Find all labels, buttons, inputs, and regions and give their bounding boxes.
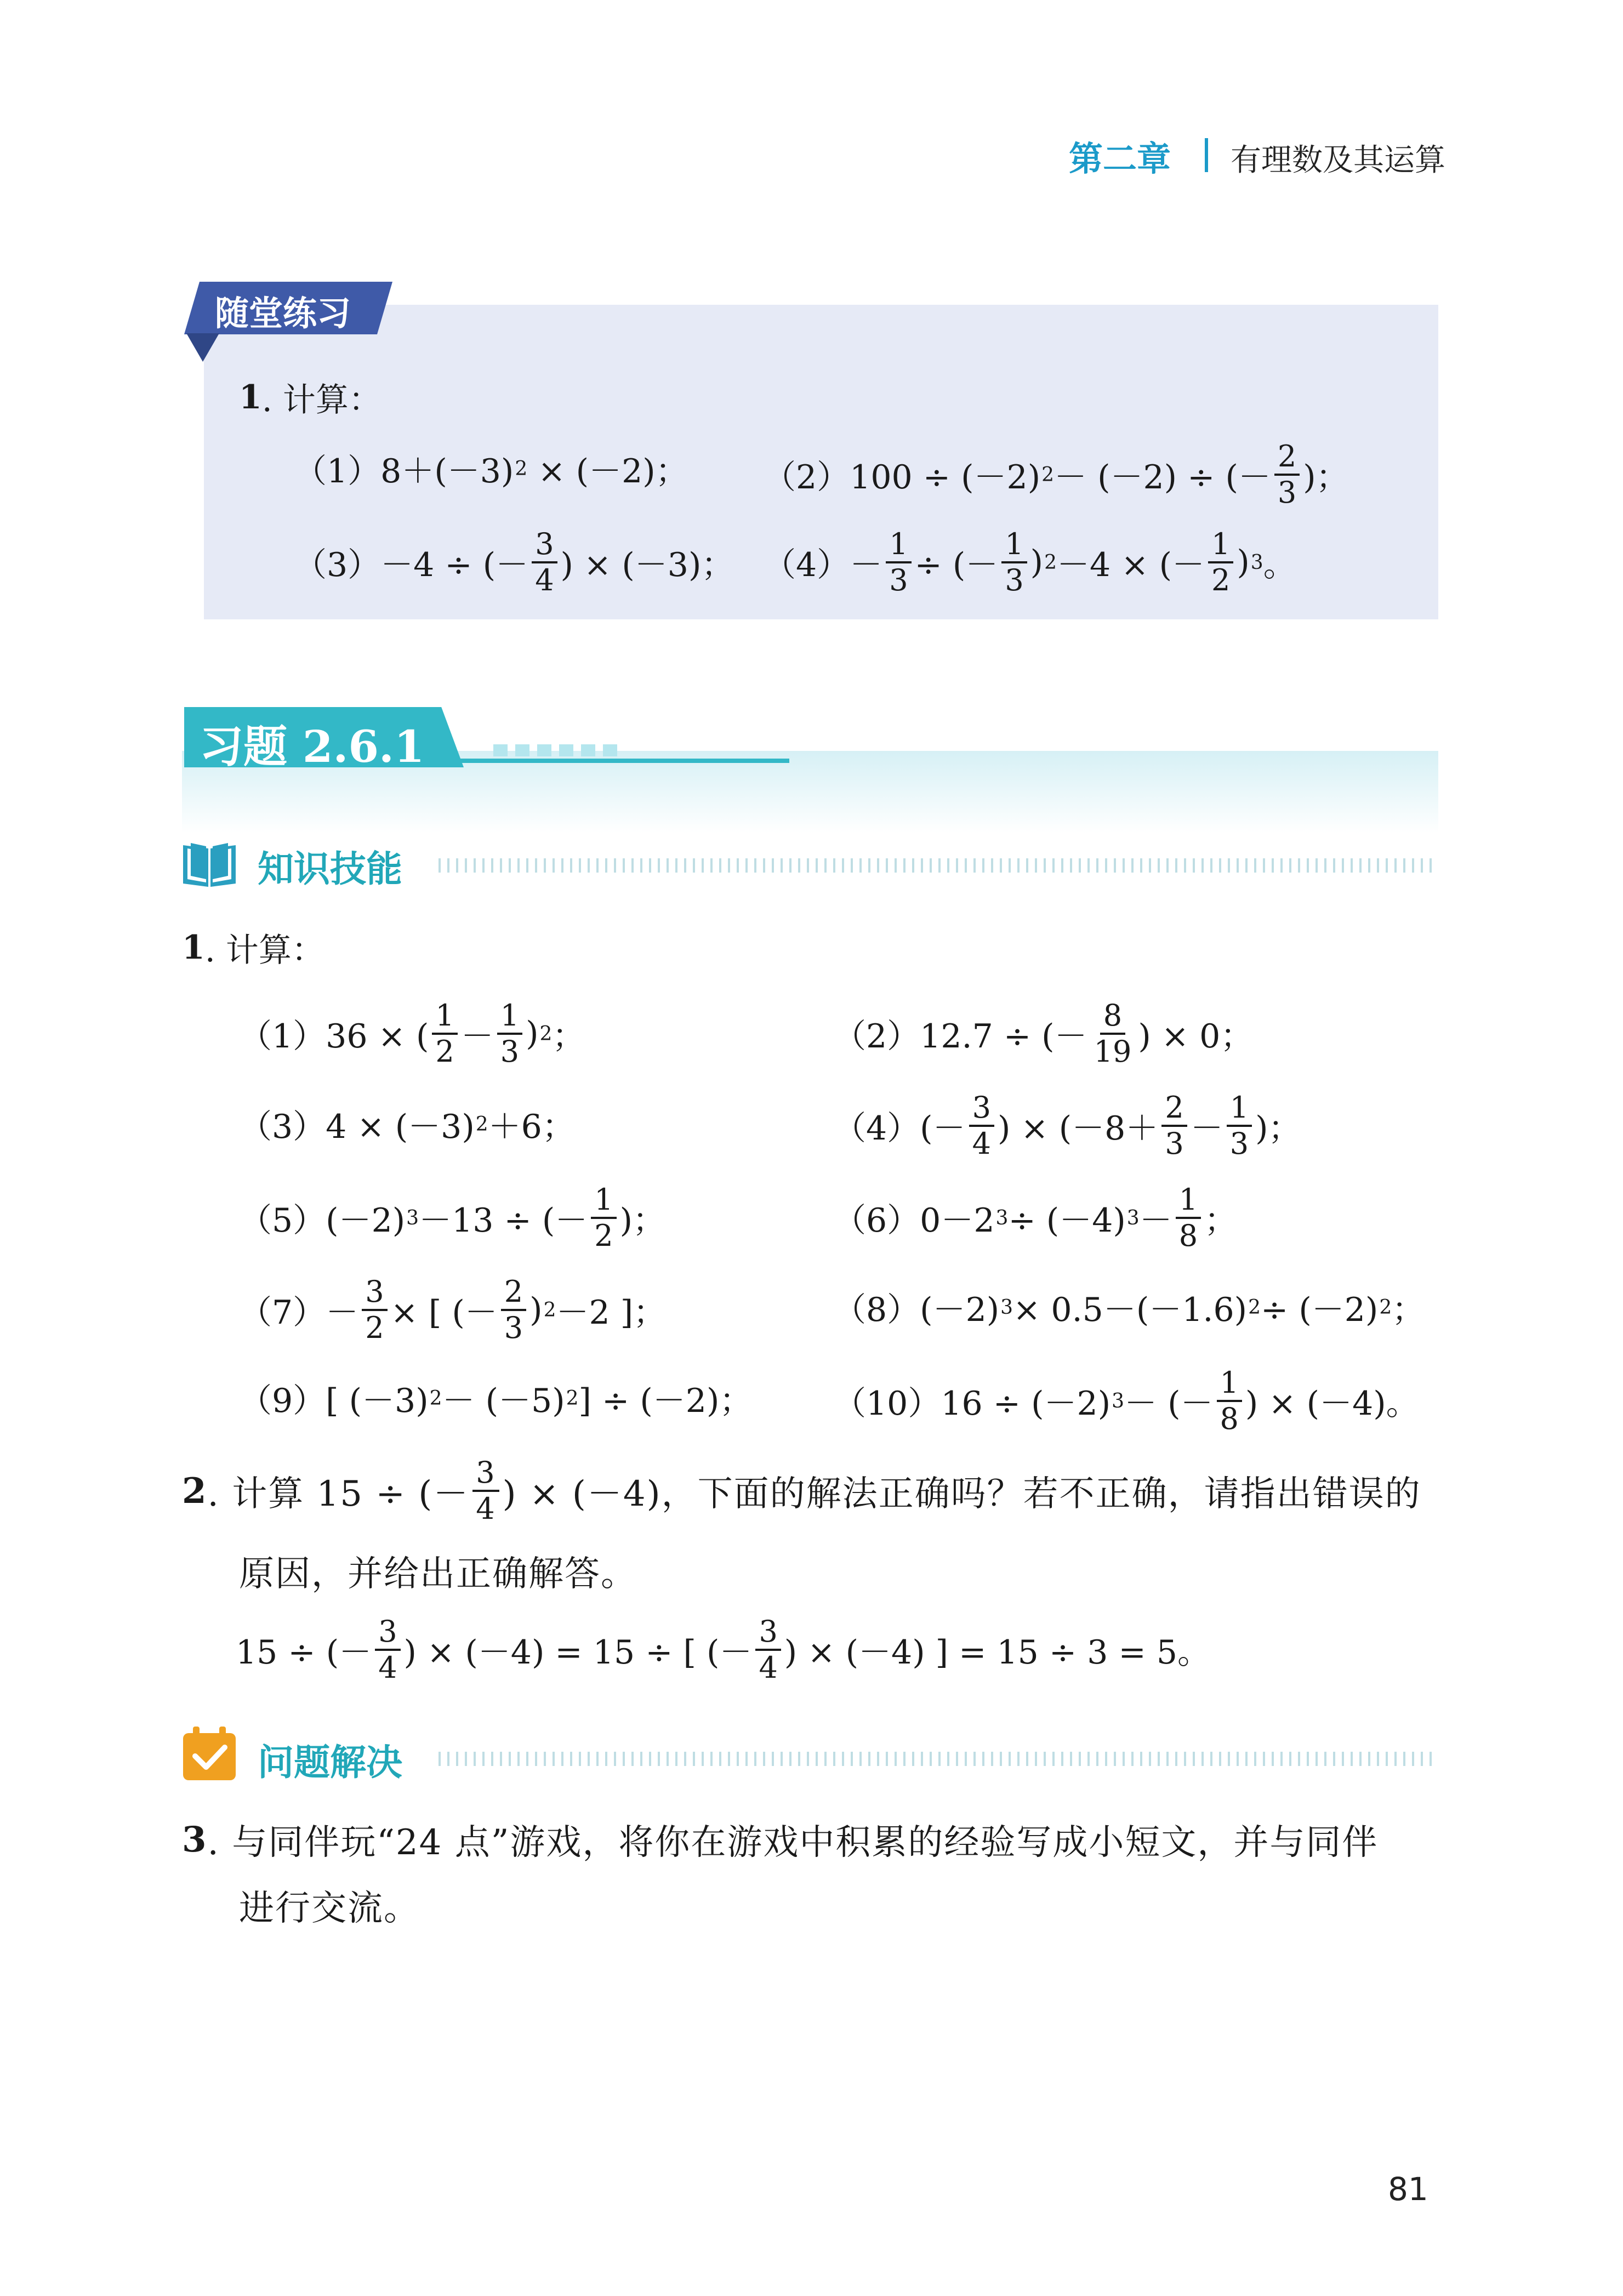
fraction: $\frac{2}{3}$ xyxy=(1274,442,1300,508)
fraction: $\frac{3}{4}$ xyxy=(969,1093,994,1159)
practice-tag-tail xyxy=(186,333,219,362)
exercise-q2 xyxy=(182,1455,1421,1526)
checklist-icon xyxy=(181,1725,238,1782)
practice-item-4: （4）－ $\frac{1}{3}$ ÷ (－ $\frac{1}{3}$ ) 2 －4 × (－ $\frac{1}{2}$ ) 3 。 xyxy=(763,527,1296,597)
fraction: $\frac{3}{4}$ xyxy=(375,1617,400,1683)
book-icon xyxy=(181,841,238,888)
practice-item-1: （1）8＋(－3) 2 × (－2)； xyxy=(294,445,688,492)
practice-item-2-text: （2）100 ÷ (－2) xyxy=(763,458,1041,497)
fraction: $\frac{2}{3}$ xyxy=(1161,1093,1187,1159)
exercise-item-2: （2）12.7 ÷ (－ $\frac{8}{19}$ ) × 0； xyxy=(833,998,1254,1069)
practice-tag-label: 随堂练习 xyxy=(215,293,351,333)
exercise-banner-title: 习题 2.6.1 xyxy=(200,721,425,772)
fraction: $\frac{1}{3}$ xyxy=(1227,1093,1252,1159)
fraction: $\frac{1}{2}$ xyxy=(1208,529,1233,595)
exercise-q3-number: 3 xyxy=(182,1819,208,1860)
exercise-item-1: （1）36 × ( $\frac{1}{2}$ － $\frac{1}{3}$ ) 2 ； xyxy=(239,998,585,1069)
exercise-q3-line2: 进行交流。 xyxy=(239,1888,420,1929)
practice-item-1-text: （1）8＋(－3) xyxy=(294,452,514,491)
exercise-item-7: （7）－ $\frac{3}{2}$ × [ (－ $\frac{2}{3}$ ) 2 －2 ]； xyxy=(239,1274,667,1345)
section-knowledge-skills: 知识技能 xyxy=(258,848,402,890)
fraction: $\frac{3}{4}$ xyxy=(472,1458,499,1524)
exercise-item-4: （4）(－ $\frac{3}{4}$ ) × (－8＋ $\frac{2}{3}$ － $\frac{1}{3}$ )； xyxy=(833,1090,1301,1161)
fraction: $\frac{1}{2}$ xyxy=(432,1001,457,1067)
exercise-item-8: （8）(－2) 3 × 0.5－(－1.6) 2 ÷ (－2) 2 ； xyxy=(833,1291,1425,1329)
practice-q1-heading xyxy=(239,374,381,421)
exercise-banner-stripes xyxy=(493,744,619,756)
fraction: $\frac{1}{3}$ xyxy=(1001,529,1027,595)
fraction: $\frac{3}{2}$ xyxy=(362,1277,387,1343)
chapter-title: 有理数及其运算 xyxy=(1231,143,1445,178)
exercise-banner-underline xyxy=(449,759,789,763)
section-divider xyxy=(439,858,1436,873)
exercise-q3-line1: . 与同伴玩“24 点”游戏，将你在游戏中积累的经验写成小短文，并与同伴 xyxy=(207,1822,1379,1863)
practice-q1-label: . 计算： xyxy=(261,381,381,419)
practice-item-3: （3）－4 ÷ (－ $\frac{3}{4}$ ) × (－3)； xyxy=(294,527,734,597)
fraction: $\frac{1}{8}$ xyxy=(1217,1368,1242,1434)
exercise-q1-heading xyxy=(182,924,324,971)
exercise-q1-number: 1 xyxy=(182,928,205,967)
fraction: $\frac{2}{3}$ xyxy=(501,1277,526,1343)
exercise-q2-text: . 计算 15 ÷ (－ xyxy=(207,1474,470,1514)
exercise-q2-line2: 原因，并给出正确解答。 xyxy=(239,1554,637,1594)
exercise-item-6: （6）0－2 3 ÷ (－4) 3 － $\frac{1}{8}$ ； xyxy=(833,1182,1238,1253)
fraction: $\frac{8}{19}$ xyxy=(1094,998,1132,1069)
fraction: $\frac{1}{8}$ xyxy=(1176,1185,1201,1251)
exercise-q2-number: 2 xyxy=(182,1470,208,1512)
exercise-item-3: （3）4 × (－3) 2 ＋6； xyxy=(239,1108,575,1146)
exercise-q1-label: . 计算： xyxy=(204,931,324,970)
practice-item-2: （2）100 ÷ (－2) 2 － (－2) ÷ (－ $\frac{2}{3}$ )； xyxy=(763,439,1349,510)
page-number: 81 xyxy=(1388,2170,1428,2208)
fraction: $\frac{1}{2}$ xyxy=(591,1185,616,1251)
section-problem-solving: 问题解决 xyxy=(258,1741,402,1784)
practice-item-4-text: （4）－ xyxy=(763,546,883,584)
exercise-q2-text-b: ) × (－4)，下面的解法正确吗？若不正确，请指出错误的 xyxy=(502,1474,1421,1514)
exercise-q2-solution: 15 ÷ (－ $\frac{3}{4}$ ) × (－4) = 15 ÷ [ (－ $\frac{3}{4}$ ) × (－4) ] = 15 ÷ 3 = 5。 xyxy=(236,1614,1211,1685)
exercise-item-9: （9）[ (－3) 2 － (－5) 2 ] ÷ (－2)； xyxy=(239,1382,753,1420)
exercise-q3 xyxy=(182,1814,1378,1865)
fraction: $\frac{1}{3}$ xyxy=(497,1001,522,1067)
section-divider xyxy=(439,1752,1436,1766)
fraction: $\frac{1}{3}$ xyxy=(886,529,911,595)
exercise-item-5: （5）(－2) 3 －13 ÷ (－ $\frac{1}{2}$ )； xyxy=(239,1182,666,1253)
chapter-label: 第二章 xyxy=(1069,139,1171,179)
exercise-item-10: （10）16 ÷ (－2) 3 － (－ $\frac{1}{8}$ ) × (－4)。 xyxy=(833,1365,1419,1436)
practice-q1-number: 1 xyxy=(239,378,262,417)
practice-item-3-text: （3）－4 ÷ (－ xyxy=(294,546,529,584)
header-separator xyxy=(1205,138,1208,172)
fraction: $\frac{3}{4}$ xyxy=(532,529,557,595)
fraction: $\frac{3}{4}$ xyxy=(755,1617,781,1683)
